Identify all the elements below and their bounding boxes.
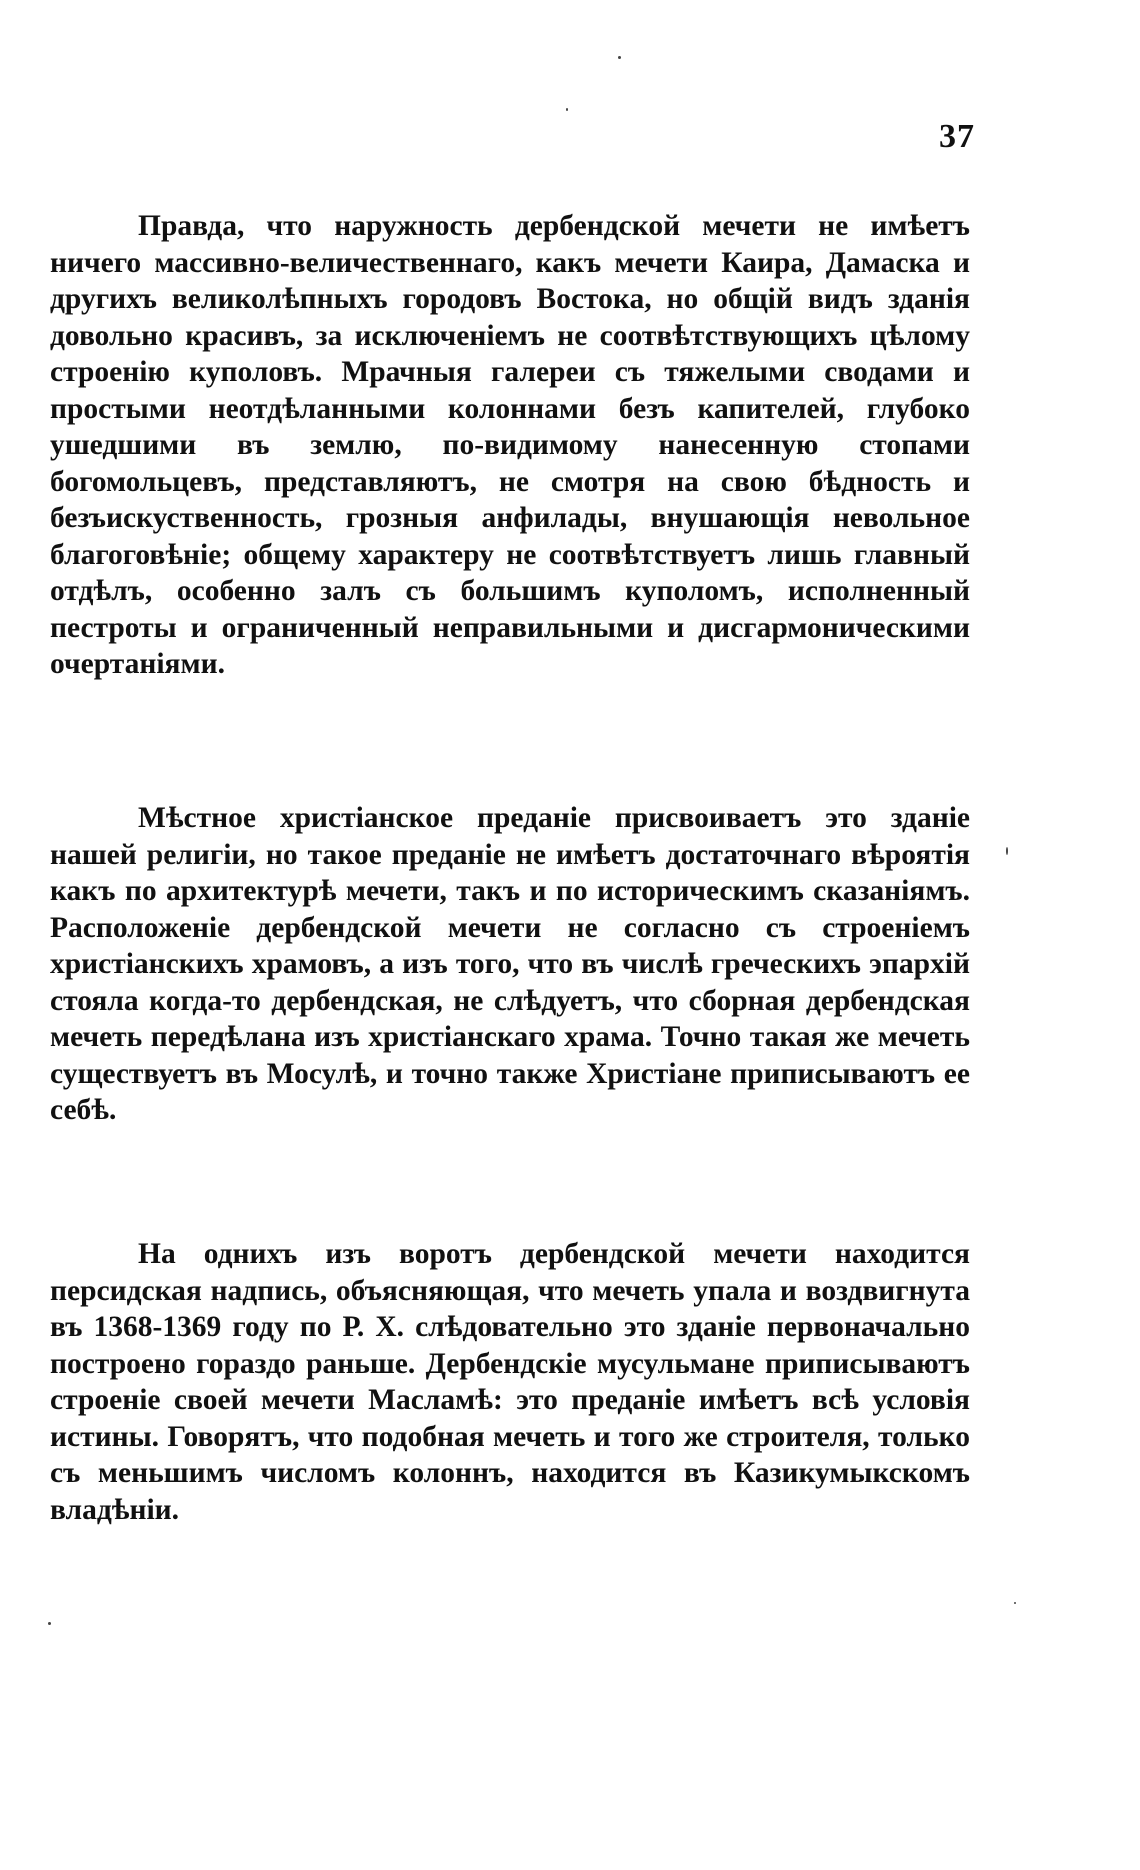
scan-speck bbox=[48, 1622, 51, 1625]
page-number: 37 bbox=[939, 118, 975, 155]
paragraph-2 bbox=[50, 800, 970, 1129]
paragraph-text: На однихъ изъ воротъ дербендской мечети находится персидская надпись, объясняющая, что мечеть упала и воздвигнута въ 1368-1369 году по Р. Х. слѣдовательно это зданіе первоначально построено гораздо раньше. Дербендскіе мусульмане приписываютъ строеніе своей мечети Масламѣ: это преданіе имѣетъ всѣ условія истины. Говорятъ, что подобная мечеть и того же строителя, только съ меньшимъ числомъ колоннъ, находится въ Казикумыкскомъ владѣніи. bbox=[50, 1238, 970, 1526]
paragraph-text: Мѣстное христіанское преданіе присвоиваетъ это зданіе нашей религіи, но такое преданіе не имѣетъ достаточнаго вѣроятія какъ по архитектурѣ мечети, такъ и по историческимъ сказаніямъ. Расположеніе дербендской мечети не согласно съ строеніемъ христіанскихъ храмовъ, а изъ того, что въ числѣ греческихъ эпархій стояла когда-то дербендская, не слѣдуетъ, что сборная дербендская мечеть передѣлана изъ христіанскаго храма. Точно такая же мечеть существуетъ въ Мосулѣ, и точно также Христіане приписываютъ ее себѣ. bbox=[50, 802, 970, 1126]
scan-speck bbox=[1014, 1602, 1016, 1604]
scan-speck bbox=[566, 108, 568, 111]
paragraph-3 bbox=[50, 1236, 970, 1528]
paragraph-1 bbox=[50, 208, 970, 683]
scan-speck bbox=[618, 56, 621, 59]
paragraph-text: Правда, что наружность дербендской мечети не имѣетъ ничего массивно-величественнаго, какъ мечети Каира, Дамаска и другихъ великолѣпныхъ городовъ Востока, но общій видъ зданія довольно красивъ, за исключеніемъ не соотвѣтствующихъ цѣлому строенію куполовъ. Мрачныя галереи съ тяжелыми сводами и простыми неотдѣланными колоннами безъ капителей, глубоко ушедшими въ землю, по-видимому нанесенную стопами богомольцевъ, представляютъ, не смотря на свою бѣдность и безъискуственность, грозныя анфилады, внушающія невольное благоговѣніе; общему характеру не соотвѣтствуетъ лишь главный отдѣлъ, особенно залъ съ большимъ куполомъ, исполненный пестроты и ограниченный неправильными и дисгармоническими очертаніями. bbox=[50, 210, 970, 680]
scan-speck bbox=[1006, 847, 1008, 855]
